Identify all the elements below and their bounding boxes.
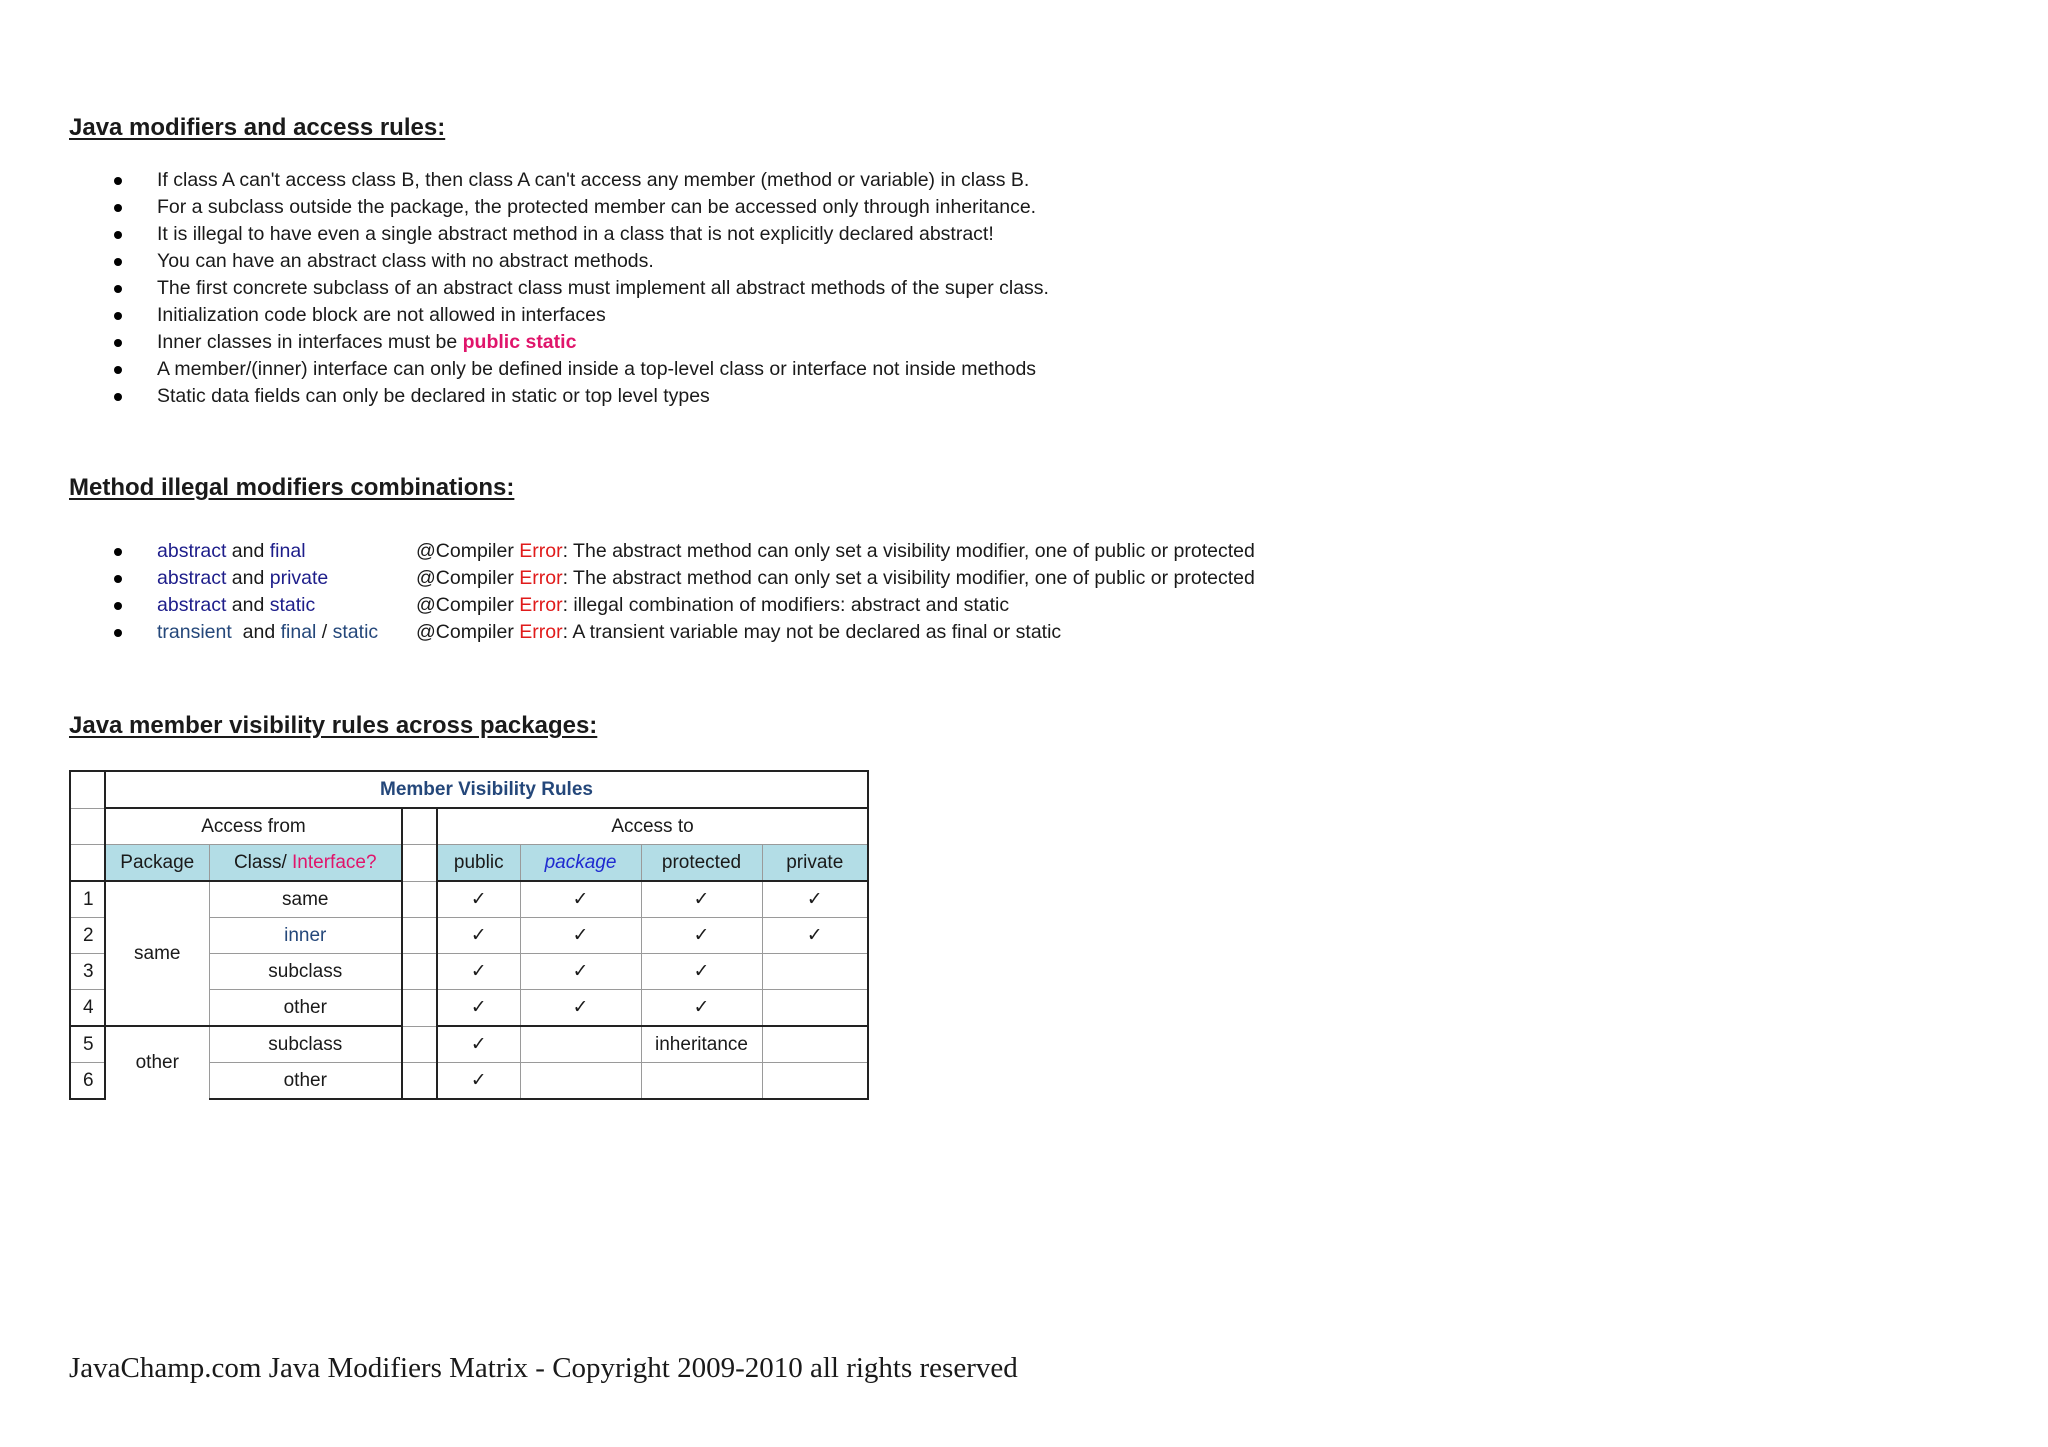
col-protected-header: protected [641,845,762,882]
bullet-icon [114,366,122,374]
package-group-same: same [105,881,209,1026]
blank-cell [402,808,437,845]
list-item: For a subclass outside the package, the protected member can be accessed only through inheritance. [0,194,1049,221]
list-item: You can have an abstract class with no abstract methods. [0,248,1049,275]
protected-cell: ✓ [641,990,762,1027]
list-item: abstract and private @Compiler Error: The abstract method can only set a visibility modifier, one of public or protected [0,565,1255,592]
package-cell [520,1063,641,1100]
bullet-icon [114,339,122,347]
combo-modifiers: transient and final / static [157,621,379,643]
list-item: abstract and final @Compiler Error: The abstract method can only set a visibility modifier, one of public or protected [0,538,1255,565]
list-item: Static data fields can only be declared in static or top level types [0,383,1049,410]
public-cell: ✓ [437,1026,520,1063]
package-cell: ✓ [520,918,641,954]
col-package-header: Package [105,845,209,882]
blank-cell [402,954,437,990]
bullet-icon [114,575,122,583]
package-group-other: other [105,1026,209,1099]
access-from-header: Access from [105,808,402,845]
list-item: It is illegal to have even a single abstract method in a class that is not explicitly declared abstract! [0,221,1049,248]
private-cell [762,954,868,990]
blank-cell [70,808,105,845]
copyright-footer: JavaChamp.com Java Modifiers Matrix - Copyright 2009-2010 all rights reserved [69,1352,1018,1384]
bullet-icon [114,393,122,401]
bullet-icon [114,548,122,556]
class-cell: same [209,881,402,918]
col-private-header: private [762,845,868,882]
visibility-heading: Java member visibility rules across packages: [69,712,598,739]
combos-heading: Method illegal modifiers combinations: [69,474,515,501]
bullet-icon [114,177,122,185]
blank-cell [402,845,437,882]
private-cell: ✓ [762,918,868,954]
package-cell: ✓ [520,881,641,918]
class-cell: other [209,1063,402,1100]
bullet-icon [114,204,122,212]
class-cell: other [209,990,402,1027]
list-item: A member/(inner) interface can only be defined inside a top-level class or interface not inside methods [0,356,1049,383]
list-item: Initialization code block are not allowed in interfaces [0,302,1049,329]
table-title-row [70,771,868,808]
access-to-header: Access to [437,808,868,845]
blank-cell [402,881,437,918]
rules-heading: Java modifiers and access rules: [69,114,446,141]
private-cell [762,1026,868,1063]
row-number: 2 [70,918,105,954]
col-package-access-header: package [520,845,641,882]
package-cell [520,1026,641,1063]
blank-cell [70,771,105,808]
list-item: If class A can't access class B, then class A can't access any member (method or variable) in class B. [0,167,1049,194]
row-number: 4 [70,990,105,1027]
bullet-icon [114,602,122,610]
combo-modifiers: abstract and static [157,594,316,616]
table-row [70,881,868,918]
public-cell: ✓ [437,881,520,918]
public-cell: ✓ [437,954,520,990]
list-item: abstract and static @Compiler Error: illegal combination of modifiers: abstract and static [0,592,1255,619]
private-cell: ✓ [762,881,868,918]
combo-modifiers: abstract and private [157,567,329,589]
protected-cell: ✓ [641,918,762,954]
list-item: transient and final / static @Compiler Error: A transient variable may not be declared as final or static [0,619,1255,646]
bullet-icon [114,312,122,320]
table-group-header-row [70,808,868,845]
combos-list [0,538,1255,646]
blank-cell [402,1026,437,1063]
class-cell: subclass [209,1026,402,1063]
col-public-header: public [437,845,520,882]
table-row [70,1026,868,1063]
package-cell: ✓ [520,954,641,990]
class-cell: subclass [209,954,402,990]
highlight-public-static: public static [462,331,577,353]
bullet-icon [114,231,122,239]
combo-modifiers: abstract and final [157,540,306,562]
public-cell: ✓ [437,1063,520,1100]
rules-list [0,167,1049,410]
list-item: Inner classes in interfaces must be public static [0,329,1049,356]
bullet-icon [114,258,122,266]
public-cell: ✓ [437,918,520,954]
list-item: The first concrete subclass of an abstract class must implement all abstract methods of the super class. [0,275,1049,302]
private-cell [762,1063,868,1100]
member-visibility-table [69,770,869,1100]
row-number: 1 [70,881,105,918]
class-cell: inner [209,918,402,954]
package-cell: ✓ [520,990,641,1027]
bullet-icon [114,285,122,293]
blank-cell [402,1063,437,1100]
table-title: Member Visibility Rules [105,771,868,808]
row-number: 5 [70,1026,105,1063]
table-column-header-row [70,845,868,882]
protected-cell: ✓ [641,954,762,990]
protected-cell: inheritance [641,1026,762,1063]
bullet-icon [114,629,122,637]
blank-cell [402,918,437,954]
protected-cell [641,1063,762,1100]
public-cell: ✓ [437,990,520,1027]
blank-cell [70,845,105,882]
row-number: 6 [70,1063,105,1100]
row-number: 3 [70,954,105,990]
col-class-header: Class/ Interface? [209,845,402,882]
blank-cell [402,990,437,1027]
protected-cell: ✓ [641,881,762,918]
private-cell [762,990,868,1027]
